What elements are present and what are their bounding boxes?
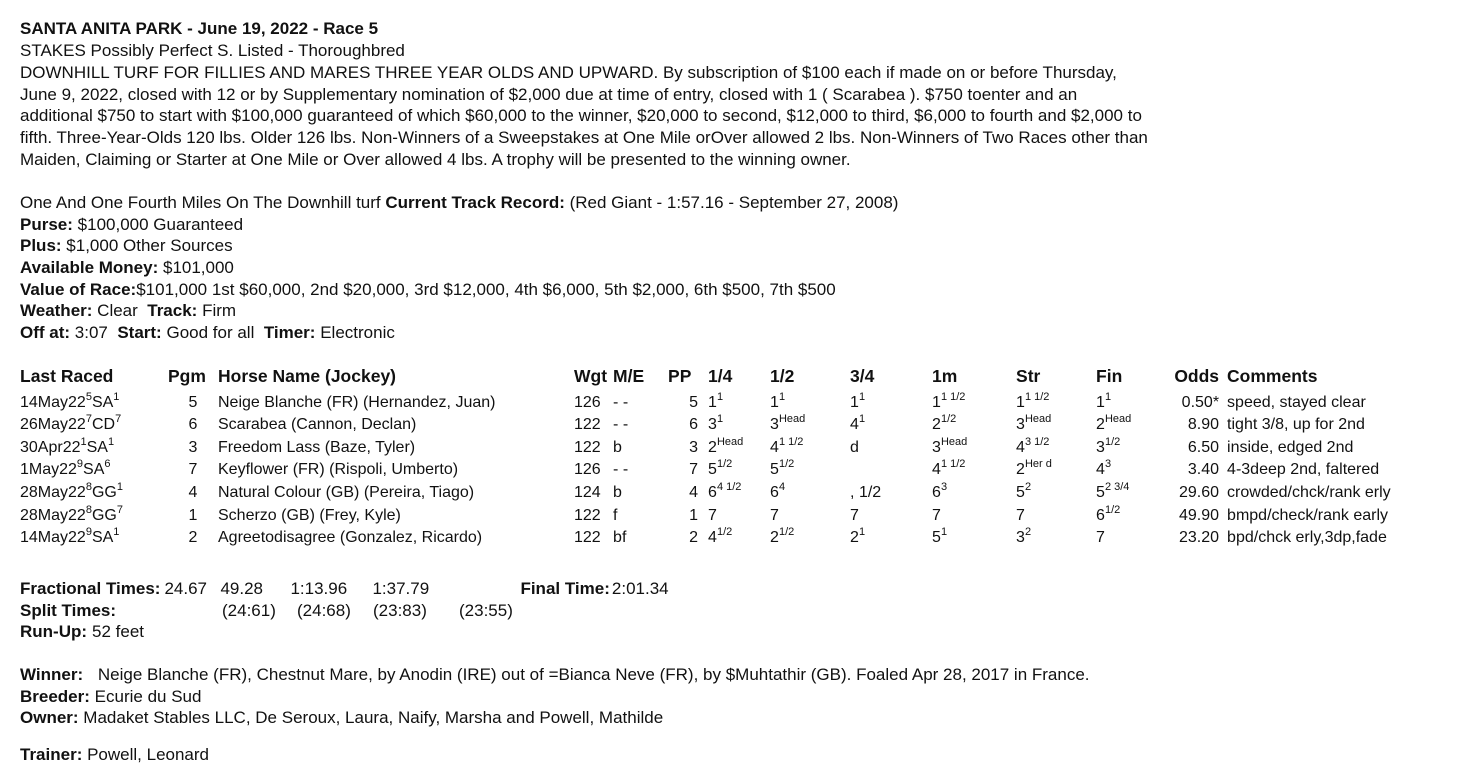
call-half (770, 525, 850, 548)
pp-cell: 1 (689, 506, 699, 524)
call-mile (932, 479, 1016, 502)
me-cell: f (613, 506, 618, 524)
last-raced-finish: 7 (115, 413, 122, 426)
results-body (20, 389, 1407, 547)
call-margin: Head (716, 435, 744, 448)
pp-cell: 5 (689, 393, 699, 411)
results-table (20, 363, 1407, 547)
me-cell: - - (613, 393, 629, 411)
call-position: 3 (1016, 416, 1025, 434)
table-row (20, 389, 1407, 412)
header-three-quarter: 3/4 (850, 365, 875, 386)
available-line (20, 257, 898, 279)
weight-cell: 126 (574, 393, 601, 411)
last-raced-cell (20, 389, 168, 412)
call-three-quarter (850, 389, 932, 412)
last-raced-track: SA (83, 461, 105, 479)
call-position: 3 (770, 416, 779, 434)
call-position: 4 (1096, 461, 1105, 479)
call-position: 7 (850, 506, 859, 524)
value-value: $101,000 1st $60,000, 2nd $20,000, 3rd $12,000, 4th $6,000, 5th $2,000, 6th $500, 7th $500 (136, 279, 836, 299)
call-position: 7 (770, 506, 779, 524)
call-half (770, 412, 850, 435)
call-quarter (708, 479, 770, 502)
trainer-section (20, 744, 209, 766)
call-position: , 1/2 (850, 483, 882, 501)
call-position: 3 (708, 416, 717, 434)
call-margin: 1 (940, 526, 948, 539)
last-raced-finish: 1 (107, 435, 115, 448)
call-margin: 2 (1024, 480, 1032, 493)
race-info (20, 192, 898, 344)
fraction-1: 24.67 (164, 579, 207, 598)
header-stretch: Str (1016, 365, 1041, 386)
call-stretch (1016, 457, 1096, 480)
trainer-value: Powell, Leonard (87, 745, 210, 764)
weather-value: Clear (97, 301, 138, 321)
call-position: 1 (1096, 393, 1105, 411)
horse-cell: Natural Colour (GB) (Pereira, Tiago) (218, 483, 475, 501)
results-header-row (20, 363, 1407, 389)
off-value: 3:07 (74, 323, 108, 343)
call-position: 1 (932, 393, 941, 411)
track-record-label: Current Track Record: (385, 193, 565, 212)
pgm-cell: 3 (188, 438, 198, 456)
call-margin: 1/2 (940, 413, 957, 426)
header-finish: Fin (1096, 365, 1123, 386)
value-label: Value of Race: (20, 279, 137, 299)
comment-cell: crowded/chck/rank erly (1227, 483, 1391, 501)
distance-line (20, 192, 898, 214)
table-row (20, 457, 1407, 480)
call-finish (1096, 412, 1164, 435)
track-value: Firm (202, 301, 237, 321)
horse-cell: Neige Blanche (FR) (Hernandez, Juan) (218, 393, 496, 411)
header-comments: Comments (1227, 365, 1318, 386)
call-margin: 1 (858, 413, 866, 426)
call-position: 4 (932, 461, 941, 479)
call-position: 6 (1096, 506, 1105, 524)
last-raced-cell (20, 434, 168, 457)
track-record-value: (Red Giant - 1:57.16 - September 27, 2008) (569, 193, 899, 212)
race-conditions: DOWNHILL TURF FOR FILLIES AND MARES THREE YEAR OLDS AND UPWARD. By subscription of $100 each if made on or before Thursday, June 9, 2022, closed with 12 or by Supplementary nomination of $2,000 due at time of entry, closed with 1 ( Scarabea ). $750 toenter and an additional $750 to start with $100,000 guaranteed of which $60,000 to the winner, $20,000 to second, $12,000 to third, $6,000 to fourth and $2,000 to fifth. Three-Year-Olds 120 lbs. Older 126 lbs. Non-Winners of a Sweepstakes at One Mile orOver allowed 2 lbs. Non-Winners of Two Races other than Maiden, Claiming or Starter at One Mile or Over allowed 4 lbs. A trophy will be presented to the winning owner. (20, 63, 1148, 169)
call-margin: Head (1104, 413, 1132, 426)
last-raced-race: 5 (85, 390, 92, 403)
off-label: Off at: (20, 323, 71, 343)
purse-label: Purse: (20, 214, 73, 234)
call-stretch (1016, 434, 1096, 457)
call-position: 5 (708, 461, 717, 479)
call-quarter (708, 525, 770, 548)
runup-value: 52 feet (92, 622, 145, 642)
call-stretch (1016, 479, 1096, 502)
last-raced-race: 8 (85, 503, 92, 516)
available-label: Available Money: (20, 258, 159, 278)
pgm-cell: 2 (188, 529, 198, 547)
header-wgt: Wgt (574, 365, 608, 386)
header-horse: Horse Name (Jockey) (218, 365, 396, 386)
odds-cell: 3.40 (1187, 461, 1220, 479)
me-cell: b (613, 483, 622, 501)
header-mile: 1m (932, 365, 958, 386)
call-margin: 1 (716, 390, 724, 403)
call-finish (1096, 479, 1164, 502)
fractional-row (20, 578, 669, 600)
call-position: 1 (708, 393, 717, 411)
last-raced-date: 14May22 (20, 529, 86, 547)
table-row (20, 434, 1407, 457)
pgm-cell: 1 (188, 506, 198, 524)
last-raced-finish: 6 (104, 458, 111, 471)
call-mile (932, 525, 1016, 548)
call-position: 2 (1016, 461, 1025, 479)
odds-cell: 8.90 (1187, 416, 1220, 434)
owner-label: Owner: (20, 708, 79, 728)
last-raced-cell (20, 479, 168, 502)
start-label: Start: (117, 323, 162, 343)
weight-cell: 122 (574, 416, 601, 434)
call-stretch (1016, 525, 1096, 548)
last-raced-finish: 1 (113, 526, 120, 539)
call-mile (932, 412, 1016, 435)
header-odds: Odds (1174, 365, 1220, 386)
call-margin: 4 (778, 480, 786, 493)
trainer-label: Trainer: (20, 745, 83, 764)
call-margin: 1 1/2 (778, 435, 804, 448)
call-position: 3 (1016, 529, 1025, 547)
winner-section (20, 664, 1090, 729)
call-quarter (708, 434, 770, 457)
odds-cell: 49.90 (1179, 506, 1220, 524)
call-position: 2 (1096, 416, 1105, 434)
race-title: SANTA ANITA PARK - June 19, 2022 - Race 5 (20, 19, 379, 38)
call-margin: 3 1/2 (1024, 435, 1050, 448)
call-margin: 1 (1104, 390, 1112, 403)
header-me: M/E (613, 365, 645, 386)
odds-cell: 0.50* (1181, 393, 1220, 411)
call-margin: Head (940, 435, 968, 448)
call-mile (932, 502, 1016, 525)
split-label: Split Times: (20, 600, 117, 620)
last-raced-date: 26May22 (20, 416, 86, 434)
call-margin: 1/2 (716, 526, 733, 539)
call-position: 3 (1096, 438, 1105, 456)
split-2: (24:68) (297, 600, 351, 620)
call-margin: Her d (1024, 458, 1052, 471)
call-margin: 1/2 (1104, 435, 1121, 448)
last-raced-cell (20, 457, 168, 480)
call-margin: 1/2 (1104, 503, 1121, 516)
table-row (20, 502, 1407, 525)
breeder-line (20, 686, 1090, 708)
call-margin: 3 (1104, 458, 1112, 471)
split-1: (24:61) (222, 600, 276, 620)
pgm-cell: 4 (188, 483, 198, 501)
call-mile (932, 434, 1016, 457)
call-three-quarter (850, 412, 932, 435)
call-position: 2 (770, 529, 779, 547)
call-position: d (850, 438, 859, 456)
call-position: 6 (932, 483, 941, 501)
call-finish (1096, 525, 1164, 548)
call-half (770, 434, 850, 457)
pp-cell: 6 (689, 416, 699, 434)
winner-line (20, 664, 1090, 686)
call-three-quarter (850, 479, 932, 502)
split-row (20, 600, 669, 622)
last-raced-finish: 7 (116, 503, 123, 516)
breeder-label: Breeder: (20, 686, 90, 706)
pp-cell: 7 (689, 461, 699, 479)
call-three-quarter (850, 502, 932, 525)
call-mile (932, 389, 1016, 412)
owner-line (20, 707, 1090, 729)
call-position: 1 (770, 393, 779, 411)
pp-cell: 3 (689, 438, 699, 456)
call-position: 6 (708, 483, 717, 501)
call-quarter (708, 457, 770, 480)
header-pp: PP (668, 365, 692, 386)
header-quarter: 1/4 (708, 365, 733, 386)
table-row (20, 525, 1407, 548)
horse-cell: Freedom Lass (Baze, Tyler) (218, 438, 416, 456)
last-raced-date: 14May22 (20, 393, 86, 411)
last-raced-cell (20, 525, 168, 548)
call-position: 4 (708, 529, 717, 547)
last-raced-track: SA (91, 529, 114, 547)
chart-header (20, 18, 1440, 61)
odds-cell: 29.60 (1179, 483, 1220, 501)
header-half: 1/2 (770, 365, 795, 386)
fraction-3: 1:13.96 (290, 579, 348, 598)
fraction-2: 49.28 (220, 579, 263, 598)
call-position: 5 (1096, 483, 1105, 501)
last-raced-race: 7 (85, 413, 92, 426)
call-position: 5 (932, 529, 941, 547)
call-half (770, 389, 850, 412)
call-position: 7 (1096, 529, 1105, 547)
horse-cell: Scherzo (GB) (Frey, Kyle) (218, 506, 401, 524)
trainer-line (20, 744, 209, 766)
call-position: 7 (932, 506, 941, 524)
call-margin: 1 (716, 413, 724, 426)
pp-cell: 2 (689, 529, 699, 547)
call-margin: Head (1024, 413, 1052, 426)
last-raced-date: 28May22 (20, 506, 86, 524)
horse-cell: Agreetodisagree (Gonzalez, Ricardo) (218, 529, 483, 547)
pgm-cell: 6 (188, 416, 198, 434)
comment-cell: bmpd/check/rank early (1227, 506, 1389, 524)
plus-label: Plus: (20, 236, 62, 256)
final-time-label: Final Time: (520, 579, 610, 598)
horse-cell: Scarabea (Cannon, Declan) (218, 416, 417, 434)
call-position: 4 (850, 416, 859, 434)
last-raced-track: SA (91, 393, 114, 411)
comment-cell: tight 3/8, up for 2nd (1227, 416, 1365, 434)
header-pgm: Pgm (168, 365, 206, 386)
call-position: 2 (932, 416, 941, 434)
split-4: (23:55) (459, 600, 513, 620)
comment-cell: bpd/chck erly,3dp,fade (1227, 529, 1387, 547)
call-position: 2 (708, 438, 717, 456)
call-three-quarter (850, 525, 932, 548)
call-margin: 1/2 (778, 458, 795, 471)
me-cell: - - (613, 461, 629, 479)
call-half (770, 457, 850, 480)
last-raced-track: GG (91, 483, 117, 501)
call-stretch (1016, 412, 1096, 435)
call-margin: 2 3/4 (1104, 480, 1130, 493)
odds-cell: 6.50 (1187, 438, 1220, 456)
call-position: 3 (932, 438, 941, 456)
runup-label: Run-Up: (20, 622, 88, 642)
last-raced-track: CD (91, 416, 116, 434)
start-value: Good for all (166, 323, 255, 343)
comment-cell: inside, edged 2nd (1227, 438, 1354, 456)
timer-label: Timer: (263, 323, 316, 343)
call-mile (932, 457, 1016, 480)
purse-value: $100,000 Guaranteed (77, 214, 244, 234)
pp-cell: 4 (689, 483, 699, 501)
call-position: 5 (1016, 483, 1025, 501)
weight-cell: 122 (574, 529, 601, 547)
call-margin: 1/2 (716, 458, 733, 471)
last-raced-finish: 1 (113, 390, 120, 403)
call-quarter (708, 502, 770, 525)
me-cell: b (613, 438, 622, 456)
pgm-cell: 5 (188, 393, 198, 411)
call-position: 2 (850, 529, 859, 547)
timer-value: Electronic (320, 323, 395, 343)
call-stretch (1016, 389, 1096, 412)
weather-label: Weather: (20, 301, 93, 321)
last-raced-cell (20, 412, 168, 435)
call-margin: 4 1/2 (716, 480, 742, 493)
call-half (770, 479, 850, 502)
comment-cell: 4-3deep 2nd, faltered (1227, 461, 1380, 479)
available-value: $101,000 (162, 258, 234, 278)
call-position: 7 (708, 506, 717, 524)
last-raced-race: 9 (76, 458, 84, 471)
last-raced-date: 30Apr22 (20, 438, 81, 456)
weight-cell: 126 (574, 461, 601, 479)
call-position: 4 (1016, 438, 1025, 456)
call-margin: 3 (940, 480, 948, 493)
call-half (770, 502, 850, 525)
winner-value: Neige Blanche (FR), Chestnut Mare, by Anodin (IRE) out of =Bianca Neve (FR), by $Muhtathir (GB). Foaled Apr 28, 2017 in France. (97, 665, 1090, 684)
call-finish (1096, 457, 1164, 480)
pgm-cell: 7 (188, 461, 198, 479)
last-raced-race: 8 (85, 480, 92, 493)
value-line (20, 279, 898, 301)
weight-cell: 122 (574, 506, 601, 524)
call-margin: Head (778, 413, 806, 426)
final-time-value: 2:01.34 (611, 579, 669, 598)
call-quarter (708, 412, 770, 435)
call-position: 1 (1016, 393, 1025, 411)
last-raced-track: GG (91, 506, 117, 524)
last-raced-date: 28May22 (20, 483, 86, 501)
last-raced-track: SA (86, 438, 108, 456)
owner-value: Madaket Stables LLC, De Seroux, Laura, Naify, Marsha and Powell, Mathilde (83, 708, 664, 728)
purse-line (20, 214, 898, 236)
track-label: Track: (147, 301, 198, 321)
call-margin: 1 1/2 (940, 458, 966, 471)
call-margin: 1 1/2 (940, 390, 966, 403)
last-raced-cell (20, 502, 168, 525)
winner-label: Winner: (20, 665, 84, 684)
call-position: 7 (1016, 506, 1025, 524)
table-row (20, 479, 1407, 502)
call-margin: 1 (858, 390, 866, 403)
call-finish (1096, 389, 1164, 412)
weather-line (20, 300, 898, 322)
last-raced-date: 1May22 (20, 461, 77, 479)
call-position: 1 (850, 393, 859, 411)
distance-text: One And One Fourth Miles On The Downhill turf (20, 193, 381, 212)
call-position: 5 (770, 461, 779, 479)
call-stretch (1016, 502, 1096, 525)
weight-cell: 122 (574, 438, 601, 456)
call-margin: 2 (1024, 526, 1032, 539)
fraction-4: 1:37.79 (372, 579, 430, 598)
comment-cell: speed, stayed clear (1227, 393, 1366, 411)
horse-cell: Keyflower (FR) (Rispoli, Umberto) (218, 461, 459, 479)
odds-cell: 23.20 (1179, 529, 1220, 547)
header-last-raced: Last Raced (20, 365, 114, 386)
call-margin: 1 (778, 390, 786, 403)
table-row (20, 412, 1407, 435)
call-finish (1096, 502, 1164, 525)
runup-row (20, 621, 669, 643)
me-cell: - - (613, 416, 629, 434)
fractional-label: Fractional Times: (20, 579, 161, 598)
plus-line (20, 235, 898, 257)
off-line (20, 322, 898, 344)
last-raced-finish: 1 (116, 480, 123, 493)
plus-value: $1,000 Other Sources (66, 236, 233, 256)
weight-cell: 124 (574, 483, 601, 501)
call-margin: 1 1/2 (1024, 390, 1050, 403)
breeder-value: Ecurie du Sud (94, 686, 202, 706)
call-position: 4 (770, 438, 779, 456)
last-raced-race: 9 (85, 526, 92, 539)
call-three-quarter (850, 457, 932, 480)
me-cell: bf (613, 529, 627, 547)
call-margin: 1 (858, 526, 866, 539)
call-finish (1096, 434, 1164, 457)
call-three-quarter (850, 434, 932, 457)
call-margin: 1/2 (778, 526, 795, 539)
times-section (20, 578, 669, 643)
call-quarter (708, 389, 770, 412)
split-3: (23:83) (373, 600, 427, 620)
last-raced-race: 1 (80, 435, 87, 448)
call-position: 6 (770, 483, 779, 501)
race-subtitle: STAKES Possibly Perfect S. Listed - Thoroughbred (20, 40, 405, 60)
